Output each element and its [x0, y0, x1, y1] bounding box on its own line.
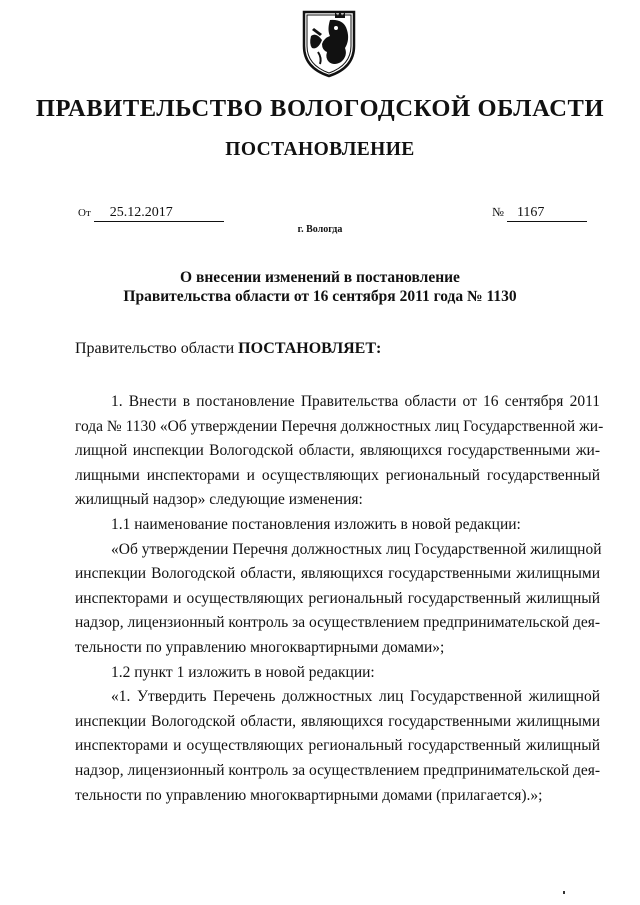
- date-value: 25.12.2017: [94, 205, 224, 222]
- document-subject: [0, 268, 640, 306]
- paragraph-quote-2-line-1: «1. Утвердить Перечень должностных лиц Государственной жилищной: [111, 688, 600, 706]
- preamble-text: Правительство области: [75, 340, 239, 357]
- date-label: От: [78, 207, 91, 219]
- paragraph-1-line-4: лищными инспекторами и осуществляющих региональный государственный: [75, 466, 600, 484]
- paragraph-quote-1-line-2: инспекции Вологодской области, являющихся государственными жилищными: [75, 565, 600, 583]
- subject-line-1: О внесении изменений в постановление: [180, 269, 460, 286]
- coat-of-arms-icon: [300, 6, 358, 78]
- government-title: ПРАВИТЕЛЬСТВО ВОЛОГОДСКОЙ ОБЛАСТИ: [35, 95, 605, 122]
- paragraph-quote-2-line-2: инспекции Вологодской области, являющихся государственными жилищными: [75, 712, 600, 730]
- document-body: [75, 390, 604, 808]
- document-type-title: ПОСТАНОВЛЕНИЕ: [225, 139, 415, 160]
- paragraph-1-line-3: лищной инспекции Вологодской области, являющихся государственными жи-: [75, 442, 600, 460]
- paragraph-quote-2-line-5: тельности по управлению многоквартирными домами (прилагается).»;: [75, 786, 543, 804]
- city-label: г. Вологда: [297, 224, 343, 235]
- number-label: №: [492, 205, 504, 219]
- paragraph-quote-1-line-5: тельности по управлению многоквартирными домами»;: [75, 638, 445, 656]
- preamble-resolves: ПОСТАНОВЛЯЕТ:: [238, 340, 382, 357]
- number-field: [492, 205, 587, 222]
- paragraph-quote-1-line-3: инспекторами и осуществляющих региональный государственный жилищный: [75, 589, 600, 607]
- preamble: [75, 340, 381, 358]
- paragraph-1-line-2: года № 1130 «Об утверждении Перечня должностных лиц Государственной жи-: [75, 417, 604, 435]
- paragraph-1-1-line-1: 1.1 наименование постановления изложить в новой редакции:: [111, 515, 521, 533]
- paragraph-quote-2-line-4: надзор, лицензионный контроль за осуществлением предпринимательской дея-: [75, 761, 601, 779]
- paragraph-quote-1-line-1: «Об утверждении Перечня должностных лиц Государственной жилищной: [111, 540, 602, 558]
- paragraph-quote-1-line-4: надзор, лицензионный контроль за осуществлением предпринимательской дея-: [75, 614, 601, 632]
- subject-line-2: Правительства области от 16 сентября 2011 года № 1130: [123, 288, 517, 305]
- scan-mark: [563, 891, 565, 894]
- paragraph-quote-2-line-3: инспекторами и осуществляющих региональный государственный жилищный: [75, 737, 600, 755]
- paragraph-1-line-1: 1. Внести в постановление Правительства области от 16 сентября 2011: [111, 393, 600, 410]
- number-value: 1167: [507, 205, 587, 222]
- date-field: [78, 205, 224, 222]
- paragraph-1-2-line-1: 1.2 пункт 1 изложить в новой редакции:: [111, 663, 375, 681]
- paragraph-1-line-5: жилищный надзор» следующие изменения:: [75, 491, 363, 509]
